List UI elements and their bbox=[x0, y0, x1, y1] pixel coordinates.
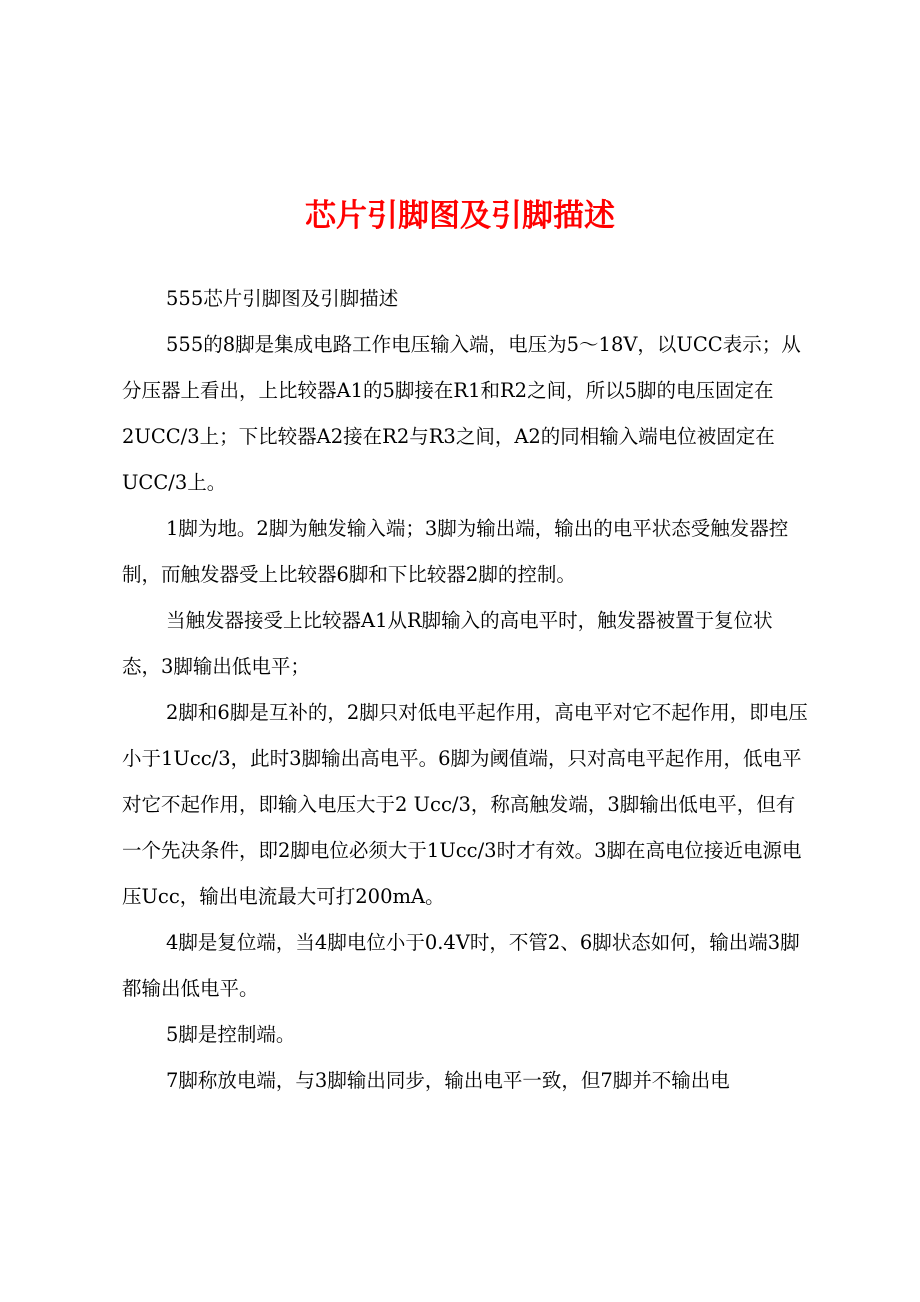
paragraph-reset-state: 当触发器接受上比较器A1从R脚输入的高电平时，触发器被置于复位状态，3脚输出低电平； bbox=[122, 609, 773, 678]
paragraph-pin5: 5脚是控制端。 bbox=[166, 1023, 296, 1046]
paragraph-pin8: 555的8脚是集成电路工作电压输入端，电压为5～18V，以UCC表示；从分压器上看出，上比较器A1的5脚接在R1和R2之间，所以5脚的电压固定在2UCC/3上；下比较器A2接在R2与R3之间，A2的同相输入端电位被固定在UCC/3上。 bbox=[122, 333, 801, 494]
paragraph-pin7: 7脚称放电端，与3脚输出同步，输出电平一致，但7脚并不输出电 bbox=[166, 1069, 730, 1092]
paragraph-subtitle: 555芯片引脚图及引脚描述 bbox=[166, 287, 399, 310]
paragraph-pin4: 4脚是复位端，当4脚电位小于0.4V时，不管2、6脚状态如何，输出端3脚都输出低电平。 bbox=[122, 931, 800, 1000]
paragraph-pin2-6: 2脚和6脚是互补的，2脚只对低电平起作用，高电平对它不起作用，即电压小于1Ucc/3，此时3脚输出高电平。6脚为阈值端，只对高电平起作用，低电平对它不起作用，即输入电压大于2 Ucc/3，称高触发端，3脚输出低电平，但有一个先决条件，即2脚电位必须大于1Ucc/3时才有效。3脚在高电位接近电源电压Ucc，输出电流最大可打200mA。 bbox=[122, 701, 808, 908]
document-body bbox=[122, 276, 810, 1104]
document-title: 芯片引脚图及引脚描述 bbox=[305, 198, 615, 234]
paragraph-pin1-3: 1脚为地。2脚为触发输入端；3脚为输出端，输出的电平状态受触发器控制，而触发器受上比较器6脚和下比较器2脚的控制。 bbox=[122, 517, 789, 586]
